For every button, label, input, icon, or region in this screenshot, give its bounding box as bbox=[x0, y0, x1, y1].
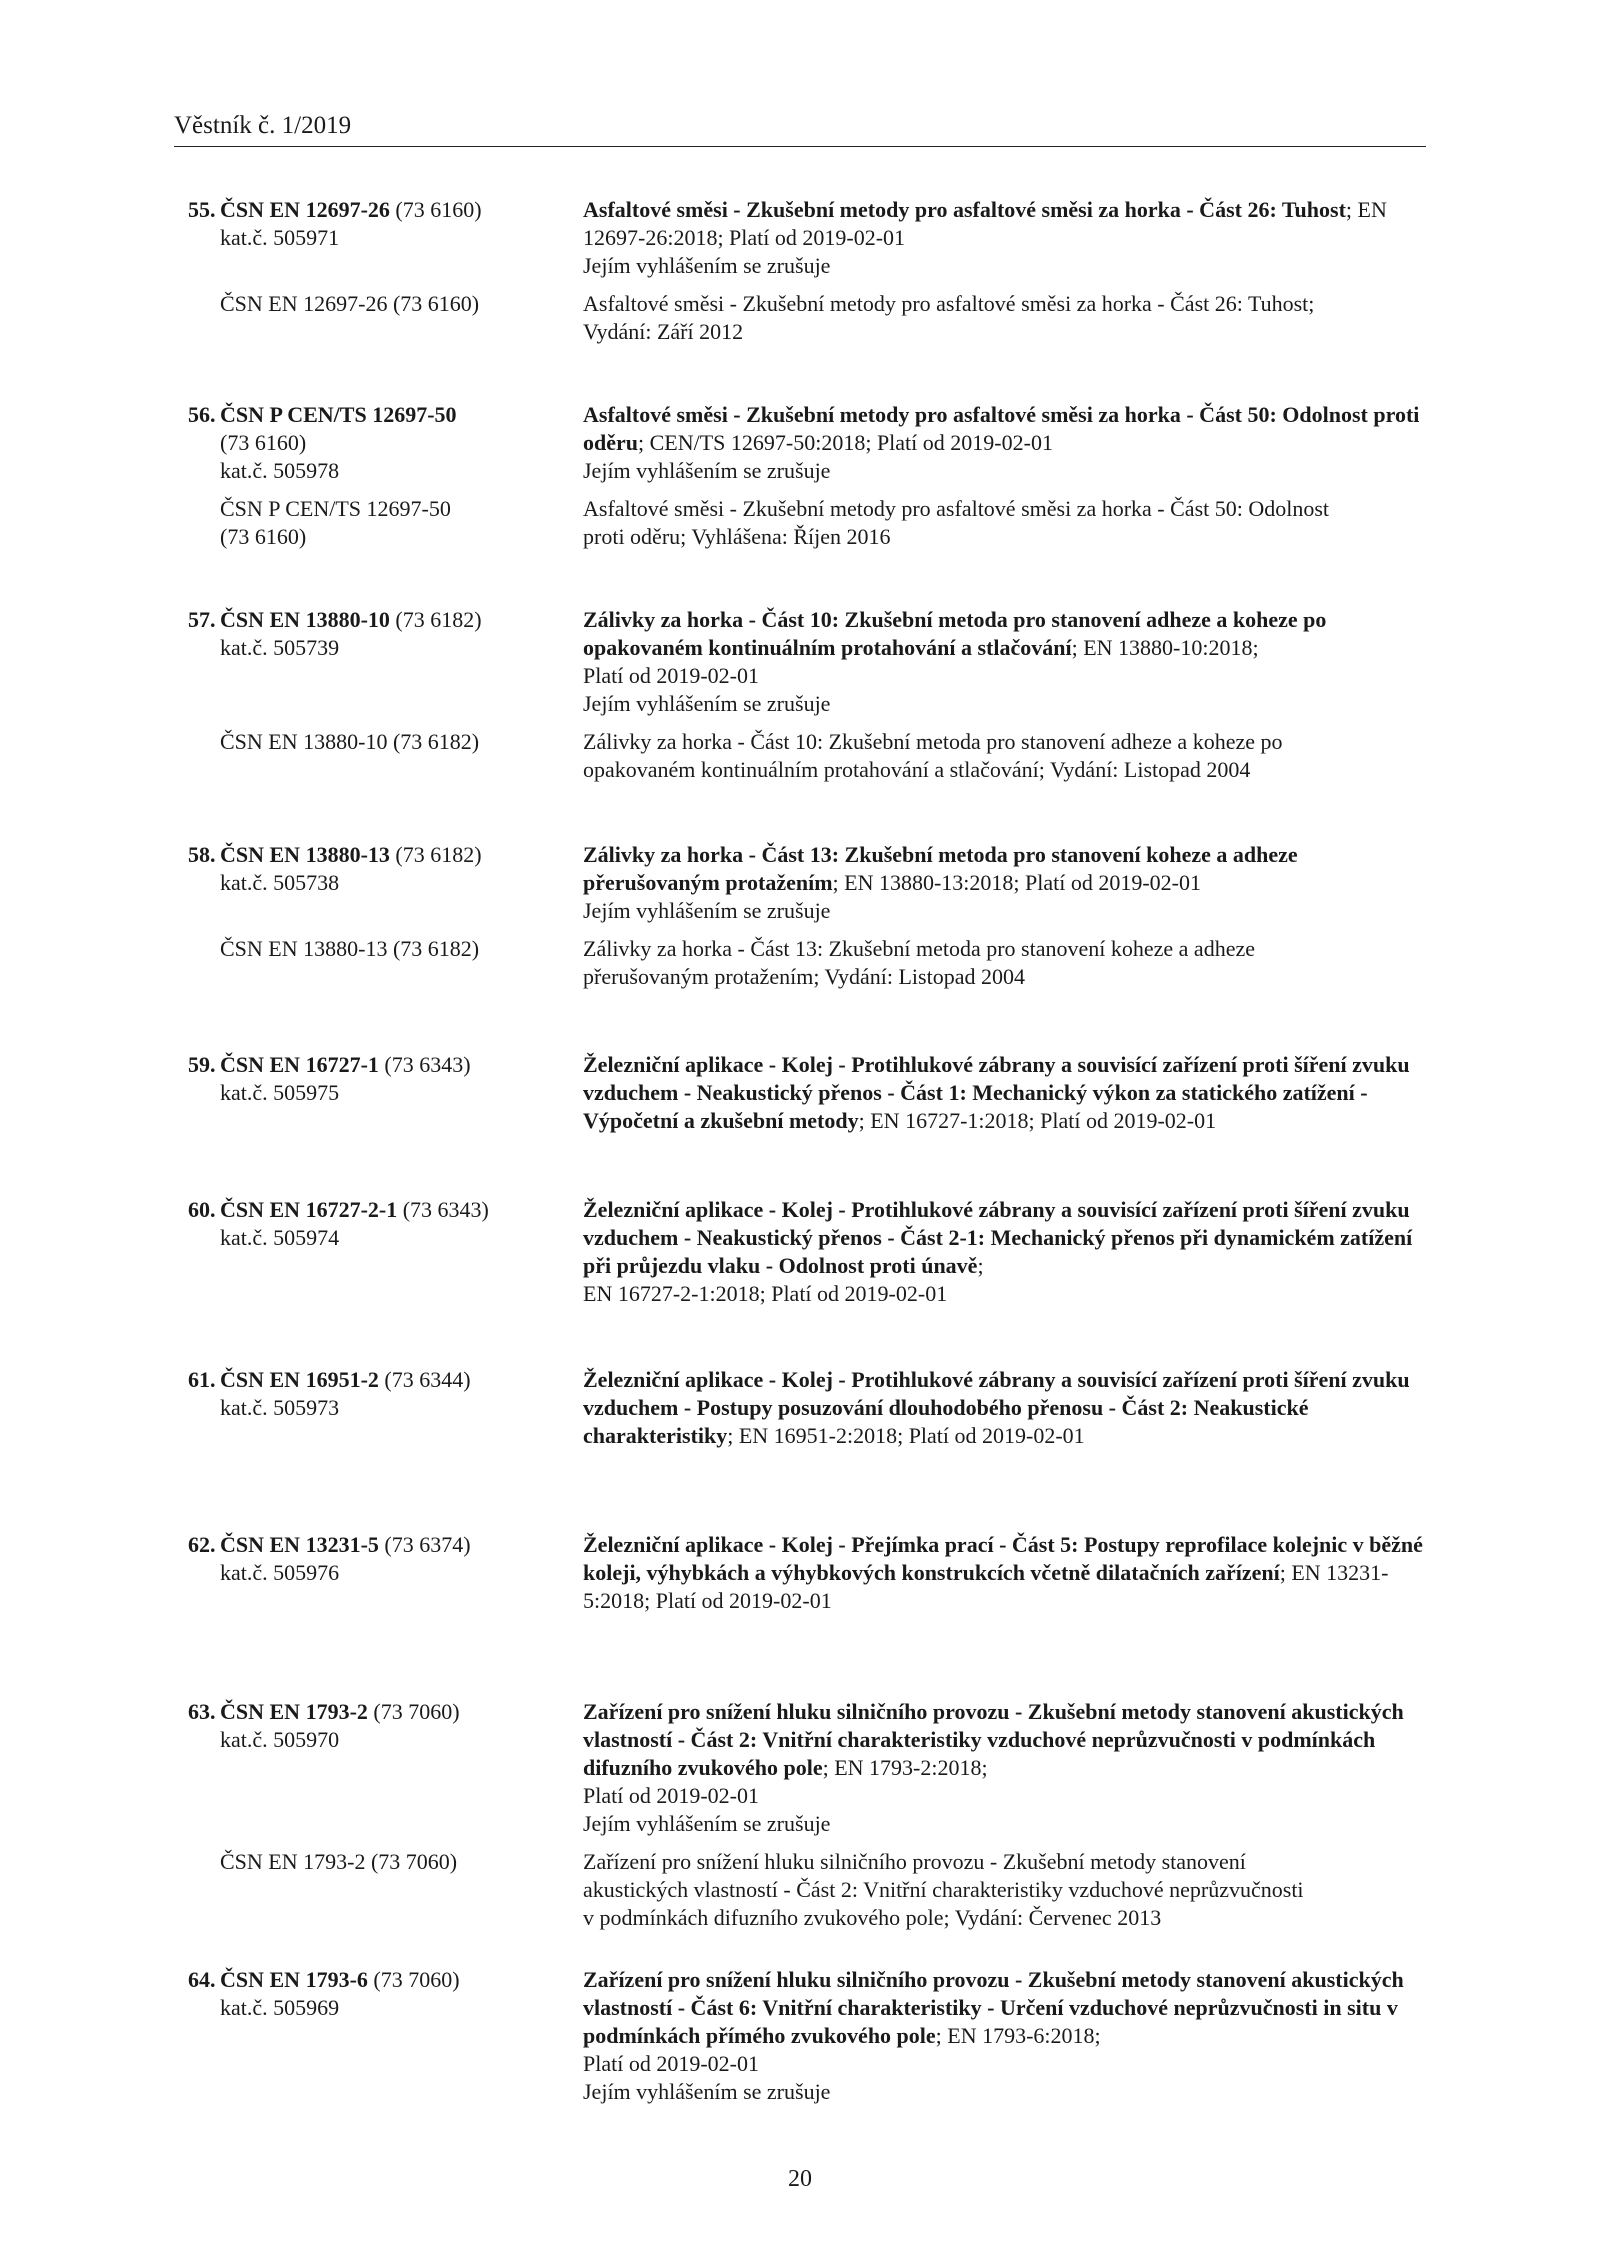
page-number: 20 bbox=[788, 2166, 812, 2192]
classification-code: (73 7060) bbox=[367, 1699, 460, 1724]
standard-title: Asfaltové směsi - Zkušební metody pro asfaltové směsi za horka - Část 26: Tuhost bbox=[583, 197, 1346, 222]
standard-code: ČSN EN 1793-6 bbox=[220, 1967, 368, 1992]
withdrawn-standard-row bbox=[188, 935, 1438, 991]
classification-code: (73 6182) bbox=[389, 607, 482, 632]
entry-identifiers bbox=[188, 1698, 583, 1838]
withdrawn-standard-row bbox=[188, 290, 1438, 346]
standard-title-block bbox=[583, 606, 1438, 690]
standard-entry bbox=[188, 606, 1438, 794]
standard-designation bbox=[188, 1051, 583, 1079]
standard-code: ČSN EN 16727-2-1 bbox=[220, 1197, 398, 1222]
standard-title: Zařízení pro snížení hluku silničního provozu - Zkušební metody stanovení akustických vlastností - Část 2: Vnitřní charakteristiky vzduchové neprůzvučnosti v podmínkách difuzního zvukového pole bbox=[583, 1699, 1404, 1780]
standard-designation bbox=[188, 401, 583, 429]
withdrawn-line: Zálivky za horka - Část 13: Zkušební metoda pro stanovení koheze a adheze bbox=[583, 936, 1255, 961]
standard-entry bbox=[188, 1366, 1438, 1460]
entry-identifiers bbox=[188, 196, 583, 280]
classification-code: (73 6343) bbox=[378, 1052, 471, 1077]
standard-designation bbox=[188, 841, 583, 869]
standard-title: Železniční aplikace - Kolej - Protihlukové zábrany a souvisící zařízení proti šíření zvuku vzduchem - Neakustický přenos - Část 2-1: Mechanický přenos při dynamickém zatížení při průjezdu vlaku - Odolnost proti únavě bbox=[583, 1197, 1413, 1278]
classification-code: (73 6343) bbox=[397, 1197, 489, 1222]
standard-title: Asfaltové směsi - Zkušební metody pro asfaltové směsi za horka - Část 50: Odolnost proti oděru bbox=[583, 402, 1420, 455]
standard-title: Železniční aplikace - Kolej - Přejímka prací - Část 5: Postupy reprofilace kolejnic v běžné koleji, výhybkách a výhybkových konstrukcích včetně dilatačních zařízení bbox=[583, 1532, 1423, 1585]
standard-title-block bbox=[583, 1196, 1438, 1308]
withdrawn-standard-row bbox=[188, 728, 1438, 784]
standard-designation bbox=[188, 1366, 583, 1394]
entry-main-row bbox=[188, 1196, 1438, 1308]
standard-designation bbox=[188, 1698, 583, 1726]
standard-code: ČSN EN 1793-2 bbox=[220, 1699, 368, 1724]
withdrawn-line: Asfaltové směsi - Zkušební metody pro asfaltové směsi za horka - Část 50: Odolnost bbox=[583, 496, 1330, 521]
entry-identifiers bbox=[188, 401, 583, 485]
entry-number: 56. bbox=[188, 402, 216, 427]
withdrawn-identifiers bbox=[188, 290, 583, 346]
withdrawn-line: akustických vlastností - Část 2: Vnitřní charakteristiky vzduchové neprůzvučnosti bbox=[583, 1877, 1304, 1902]
withdrawn-line: Zařízení pro snížení hluku silničního provozu - Zkušební metody stanovení bbox=[583, 1849, 1246, 1874]
standard-details: Platí od 2019-02-01 bbox=[583, 2051, 759, 2076]
withdrawn-line: v podmínkách difuzního zvukového pole; Vydání: Červenec 2013 bbox=[583, 1905, 1162, 1930]
withdrawn-line: opakovaném kontinuálním protahování a stlačování; Vydání: Listopad 2004 bbox=[583, 757, 1251, 782]
withdrawn-identifiers bbox=[188, 1848, 583, 1932]
standard-entry bbox=[188, 841, 1438, 1001]
standard-title-block bbox=[583, 1966, 1438, 2078]
entry-identifiers bbox=[188, 606, 583, 718]
entry-number: 61. bbox=[188, 1367, 216, 1392]
standard-designation bbox=[188, 1531, 583, 1559]
entry-main-row bbox=[188, 606, 1438, 718]
withdrawn-line: Asfaltové směsi - Zkušební metody pro asfaltové směsi za horka - Část 26: Tuhost; bbox=[583, 291, 1315, 316]
catalog-line: kat.č. 505975 bbox=[220, 1080, 340, 1105]
standard-details: ; bbox=[977, 1253, 984, 1278]
catalog-line: (73 6160) bbox=[220, 430, 307, 455]
standard-title: Zařízení pro snížení hluku silničního provozu - Zkušební metody stanovení akustických vlastností - Část 6: Vnitřní charakteristiky - Určení vzduchové neprůzvučnosti in situ v podmínkách přímého zvukového pole bbox=[583, 1967, 1404, 2048]
standard-entry bbox=[188, 1698, 1438, 1942]
standard-title-block bbox=[583, 1366, 1438, 1450]
entry-description bbox=[583, 1366, 1438, 1450]
standard-entry bbox=[188, 1531, 1438, 1625]
classification-code: (73 6160) bbox=[389, 197, 482, 222]
entry-identifiers bbox=[188, 1531, 583, 1615]
journal-title: Věstník č. 1/2019 bbox=[174, 112, 352, 139]
withdrawn-line: Vydání: Září 2012 bbox=[583, 319, 744, 344]
entry-number: 57. bbox=[188, 607, 216, 632]
withdrawn-description bbox=[583, 935, 1438, 991]
standard-code: ČSN EN 16727-1 bbox=[220, 1052, 379, 1077]
entry-identifiers bbox=[188, 1051, 583, 1135]
standard-details: ; EN 1793-6:2018; bbox=[935, 2023, 1101, 2048]
withdrawn-standard-row bbox=[188, 1848, 1438, 1932]
withdrawn-code: ČSN EN 1793-2 (73 7060) bbox=[220, 1849, 458, 1874]
entry-description bbox=[583, 606, 1438, 718]
standard-title-block bbox=[583, 1051, 1438, 1135]
standard-title-block bbox=[583, 401, 1438, 457]
entry-identifiers bbox=[188, 1366, 583, 1450]
withdrawn-description bbox=[583, 728, 1438, 784]
withdrawn-identifiers bbox=[188, 935, 583, 991]
standard-designation bbox=[188, 1966, 583, 1994]
withdrawn-description bbox=[583, 1848, 1438, 1932]
standard-code: ČSN EN 13231-5 bbox=[220, 1532, 379, 1557]
entry-main-row bbox=[188, 196, 1438, 280]
standard-details: ; EN 13880-10:2018; bbox=[1071, 635, 1259, 660]
catalog-line: kat.č. 505739 bbox=[220, 635, 340, 660]
withdrawn-code: ČSN EN 13880-10 (73 6182) bbox=[220, 729, 480, 754]
catalog-line: kat.č. 505978 bbox=[220, 458, 340, 483]
standard-title: Zálivky za horka - Část 13: Zkušební metoda pro stanovení koheze a adheze přerušovaným protažením bbox=[583, 842, 1298, 895]
withdrawn-description bbox=[583, 290, 1438, 346]
withdrawal-note: Jejím vyhlášením se zrušuje bbox=[583, 691, 831, 716]
withdrawal-note: Jejím vyhlášením se zrušuje bbox=[583, 1811, 831, 1836]
classification-code: (73 6374) bbox=[378, 1532, 471, 1557]
catalog-line: kat.č. 505971 bbox=[220, 225, 340, 250]
standard-title-block bbox=[583, 841, 1438, 897]
classification-code: (73 7060) bbox=[367, 1967, 460, 1992]
standard-title-block bbox=[583, 196, 1438, 252]
standard-designation bbox=[188, 1196, 583, 1224]
standard-details: EN 16727-2-1:2018; Platí od 2019-02-01 bbox=[583, 1281, 948, 1306]
standard-code: ČSN EN 13880-13 bbox=[220, 842, 390, 867]
withdrawn-line: proti oděru; Vyhlášena: Říjen 2016 bbox=[583, 524, 891, 549]
entry-main-row bbox=[188, 401, 1438, 485]
standard-title: Zálivky za horka - Část 10: Zkušební metoda pro stanovení adheze a koheze po opakovaném kontinuálním protahování a stlačování bbox=[583, 607, 1327, 660]
withdrawn-description bbox=[583, 495, 1438, 551]
withdrawn-standard-row bbox=[188, 495, 1438, 551]
classification-code: (73 6182) bbox=[389, 842, 482, 867]
standard-title-block bbox=[583, 1531, 1438, 1615]
catalog-line: kat.č. 505969 bbox=[220, 1995, 340, 2020]
withdrawn-line: přerušovaným protažením; Vydání: Listopad 2004 bbox=[583, 964, 1025, 989]
entry-main-row bbox=[188, 1698, 1438, 1838]
standard-title: Železniční aplikace - Kolej - Protihlukové zábrany a souvisící zařízení proti šíření zvuku vzduchem - Postupy posuzování dlouhodobého přenosu - Část 2: Neakustické charakteristiky bbox=[583, 1367, 1410, 1448]
standard-details: Platí od 2019-02-01 bbox=[583, 1783, 759, 1808]
withdrawn-code: ČSN P CEN/TS 12697-50 bbox=[220, 496, 451, 521]
entry-description bbox=[583, 1698, 1438, 1838]
standard-details: ; EN 12697-26:2018; Platí od 2019-02-01 bbox=[583, 197, 1387, 250]
entry-description bbox=[583, 1966, 1438, 2106]
entry-description bbox=[583, 841, 1438, 925]
standard-entry bbox=[188, 196, 1438, 356]
entry-main-row bbox=[188, 841, 1438, 925]
standard-designation bbox=[188, 606, 583, 634]
entry-main-row bbox=[188, 1966, 1438, 2106]
standard-title-block bbox=[583, 1698, 1438, 1810]
withdrawn-code: ČSN EN 13880-13 (73 6182) bbox=[220, 936, 480, 961]
entry-description bbox=[583, 401, 1438, 485]
entry-main-row bbox=[188, 1051, 1438, 1135]
entry-number: 63. bbox=[188, 1699, 216, 1724]
standard-details: ; CEN/TS 12697-50:2018; Platí od 2019-02-01 bbox=[638, 430, 1053, 455]
standard-details: ; EN 16951-2:2018; Platí od 2019-02-01 bbox=[727, 1423, 1085, 1448]
entry-number: 60. bbox=[188, 1197, 216, 1222]
catalog-line: kat.č. 505974 bbox=[220, 1225, 340, 1250]
standard-entry bbox=[188, 1196, 1438, 1318]
standard-title: Železniční aplikace - Kolej - Protihlukové zábrany a souvisící zařízení proti šíření zvuku vzduchem - Neakustický přenos - Část 1: Mechanický výkon za statického zatížení - Výpočetní a zkušební metody bbox=[583, 1052, 1410, 1133]
entry-number: 55. bbox=[188, 197, 216, 222]
standard-details: ; EN 16727-1:2018; Platí od 2019-02-01 bbox=[858, 1108, 1217, 1133]
withdrawn-identifiers bbox=[188, 495, 583, 551]
standard-details: Platí od 2019-02-01 bbox=[583, 663, 759, 688]
withdrawn-code: ČSN EN 12697-26 (73 6160) bbox=[220, 291, 480, 316]
entry-identifiers bbox=[188, 1966, 583, 2106]
withdrawn-identifiers bbox=[188, 728, 583, 784]
withdrawal-note: Jejím vyhlášením se zrušuje bbox=[583, 898, 831, 923]
classification-code: (73 6344) bbox=[378, 1367, 471, 1392]
standard-entry bbox=[188, 401, 1438, 561]
entry-identifiers bbox=[188, 1196, 583, 1308]
withdrawn-line: Zálivky za horka - Část 10: Zkušební metoda pro stanovení adheze a koheze po bbox=[583, 729, 1283, 754]
entry-identifiers bbox=[188, 841, 583, 925]
journal-header bbox=[174, 110, 1426, 147]
standard-details: ; EN 13880-13:2018; Platí od 2019-02-01 bbox=[832, 870, 1202, 895]
catalog-line: kat.č. 505970 bbox=[220, 1727, 340, 1752]
entry-number: 59. bbox=[188, 1052, 216, 1077]
entry-main-row bbox=[188, 1366, 1438, 1450]
withdrawal-note: Jejím vyhlášením se zrušuje bbox=[583, 458, 831, 483]
standard-designation bbox=[188, 196, 583, 224]
entry-description bbox=[583, 196, 1438, 280]
standard-details: ; EN 1793-2:2018; bbox=[822, 1755, 988, 1780]
entry-number: 62. bbox=[188, 1532, 216, 1557]
standard-details: ; EN 13231-5:2018; Platí od 2019-02-01 bbox=[583, 1560, 1389, 1613]
standard-entry bbox=[188, 1966, 1438, 2116]
standard-code: ČSN EN 13880-10 bbox=[220, 607, 390, 632]
standard-code: ČSN P CEN/TS 12697-50 bbox=[220, 402, 457, 427]
entry-number: 64. bbox=[188, 1967, 216, 1992]
catalog-line: kat.č. 505976 bbox=[220, 1560, 340, 1585]
standard-code: ČSN EN 16951-2 bbox=[220, 1367, 379, 1392]
standard-entry bbox=[188, 1051, 1438, 1145]
entry-description bbox=[583, 1196, 1438, 1308]
standard-code: ČSN EN 12697-26 bbox=[220, 197, 390, 222]
catalog-line: kat.č. 505738 bbox=[220, 870, 340, 895]
entry-description bbox=[583, 1531, 1438, 1615]
withdrawal-note: Jejím vyhlášením se zrušuje bbox=[583, 253, 831, 278]
entry-main-row bbox=[188, 1531, 1438, 1615]
entry-description bbox=[583, 1051, 1438, 1135]
withdrawal-note: Jejím vyhlášením se zrušuje bbox=[583, 2079, 831, 2104]
entry-number: 58. bbox=[188, 842, 216, 867]
withdrawn-code: (73 6160) bbox=[220, 524, 307, 549]
catalog-line: kat.č. 505973 bbox=[220, 1395, 340, 1420]
